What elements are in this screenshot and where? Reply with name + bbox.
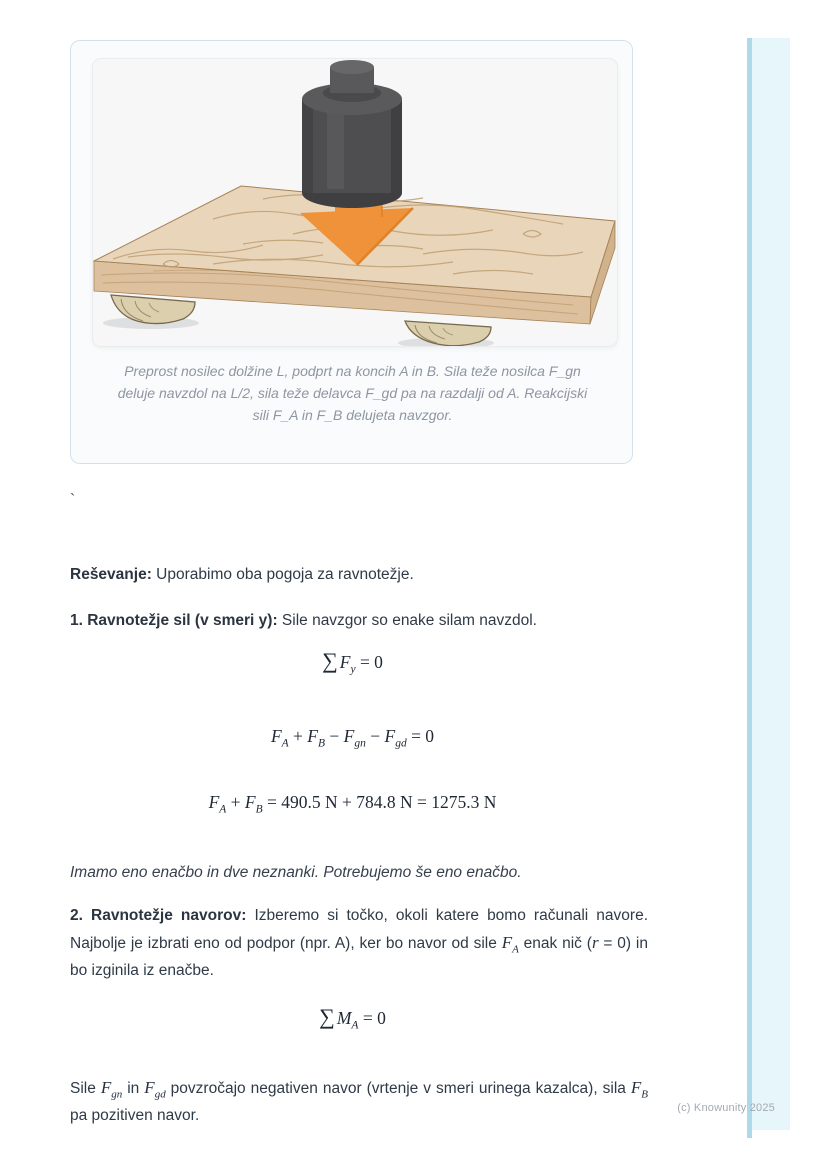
equation-result: = 490.5 N + 784.8 N = 1275.3 N xyxy=(262,792,497,812)
math-sub: gn xyxy=(354,737,366,750)
force-balance-text: Sile navzgor so enake silam navzdol. xyxy=(277,611,537,629)
operator: − xyxy=(325,726,344,746)
moment-text-3: = 0) in bo izginila iz enačbe. xyxy=(70,934,648,979)
equation-force-balance xyxy=(70,723,635,749)
math-sub: gd xyxy=(395,737,407,750)
math-var: F xyxy=(144,1077,155,1097)
weight-cylinder xyxy=(302,60,402,208)
math-sub: gd xyxy=(154,1087,166,1100)
beam-illustration xyxy=(93,59,617,346)
operator: + xyxy=(288,726,308,746)
figure-caption xyxy=(98,360,607,426)
paragraph-moment-balance xyxy=(70,902,648,984)
math-sub: A xyxy=(219,803,227,816)
moment-balance-label: 2. Ravnotežje navorov: xyxy=(70,906,247,924)
math-sub: B xyxy=(318,737,326,750)
caption-line: Preprost nosilec dolžine L, podprt na koncih A in B. Sila teže nosilca F_gn xyxy=(124,363,581,379)
equation-sum-ma xyxy=(70,1004,635,1031)
math-var: F xyxy=(384,726,396,746)
math-var: F xyxy=(208,792,220,812)
moment-text-2: enak nič ( xyxy=(518,934,592,952)
resevanje-text: Uporabimo oba pogoja za ravnotežje. xyxy=(151,565,414,583)
equation-sum-fy xyxy=(70,648,635,675)
equation-rhs: = 0 xyxy=(358,1008,386,1028)
operator: + xyxy=(226,792,245,812)
math-var: F xyxy=(343,726,355,746)
math-sub: A xyxy=(351,1019,359,1032)
equation-rhs: = 0 xyxy=(355,652,383,672)
math-var: F xyxy=(501,932,513,952)
caption-line: sili F_A in F_B delujeta navzgor. xyxy=(252,407,453,423)
figure-card xyxy=(70,40,633,464)
math-var: F xyxy=(100,1077,112,1097)
force-balance-label: 1. Ravnotežje sil (v smeri y): xyxy=(70,611,278,629)
stray-backtick: ` xyxy=(70,492,76,509)
equation-values xyxy=(70,789,635,815)
math-sub: A xyxy=(281,737,289,750)
math-var: F xyxy=(244,792,256,812)
caption-line: deluje navzdol na L/2, sila teže delavca F_gd pa na razdalji od A. Reakcijski xyxy=(117,385,588,401)
inline-math-fgd xyxy=(144,1077,166,1100)
copyright-watermark: (c) Knowunity 2025 xyxy=(677,1102,775,1114)
math-var: F xyxy=(339,652,351,672)
math-var: F xyxy=(270,726,282,746)
math-sub: gn xyxy=(111,1087,123,1100)
inline-math-r: r xyxy=(591,932,599,952)
inline-math-fa xyxy=(501,932,519,955)
sigma-symbol: ∑ xyxy=(322,648,338,673)
sile-text-3: povzročajo negativen navor (vrtenje v smeri urinega kazalca), sila xyxy=(165,1079,631,1097)
operator: = 0 xyxy=(406,726,435,746)
math-var: F xyxy=(630,1077,642,1097)
sigma-symbol: ∑ xyxy=(319,1004,335,1029)
operator: − xyxy=(365,726,385,746)
sile-text-1: Sile xyxy=(70,1079,101,1097)
inline-math-fgn xyxy=(100,1077,123,1100)
math-sub: B xyxy=(255,803,263,816)
moment-text-1: Izberemo si točko, okoli katere bomo računali navore. Najbolje je izbrati eno od podpor (npr. A), ker bo navor od sile xyxy=(70,906,649,952)
paragraph-resevanje xyxy=(70,561,648,588)
paragraph-sile xyxy=(70,1074,648,1129)
right-accent-line xyxy=(747,38,752,1138)
resevanje-label: Reševanje: xyxy=(70,565,152,583)
sile-text-4: pa pozitiven navor. xyxy=(70,1106,200,1124)
right-accent-band xyxy=(752,38,790,1130)
math-var: M xyxy=(336,1008,352,1028)
math-var: F xyxy=(307,726,318,746)
paragraph-force-balance xyxy=(70,607,648,634)
math-sub: y xyxy=(350,663,356,676)
sile-text-2: in xyxy=(122,1079,145,1097)
paragraph-imamo: Imamo eno enačbo in dve neznanki. Potrebujemo še eno enačbo. xyxy=(70,863,522,881)
math-sub: A xyxy=(512,942,519,955)
beam-illustration-svg xyxy=(93,59,617,346)
math-sub: B xyxy=(641,1087,649,1100)
inline-math-fb xyxy=(630,1077,649,1100)
